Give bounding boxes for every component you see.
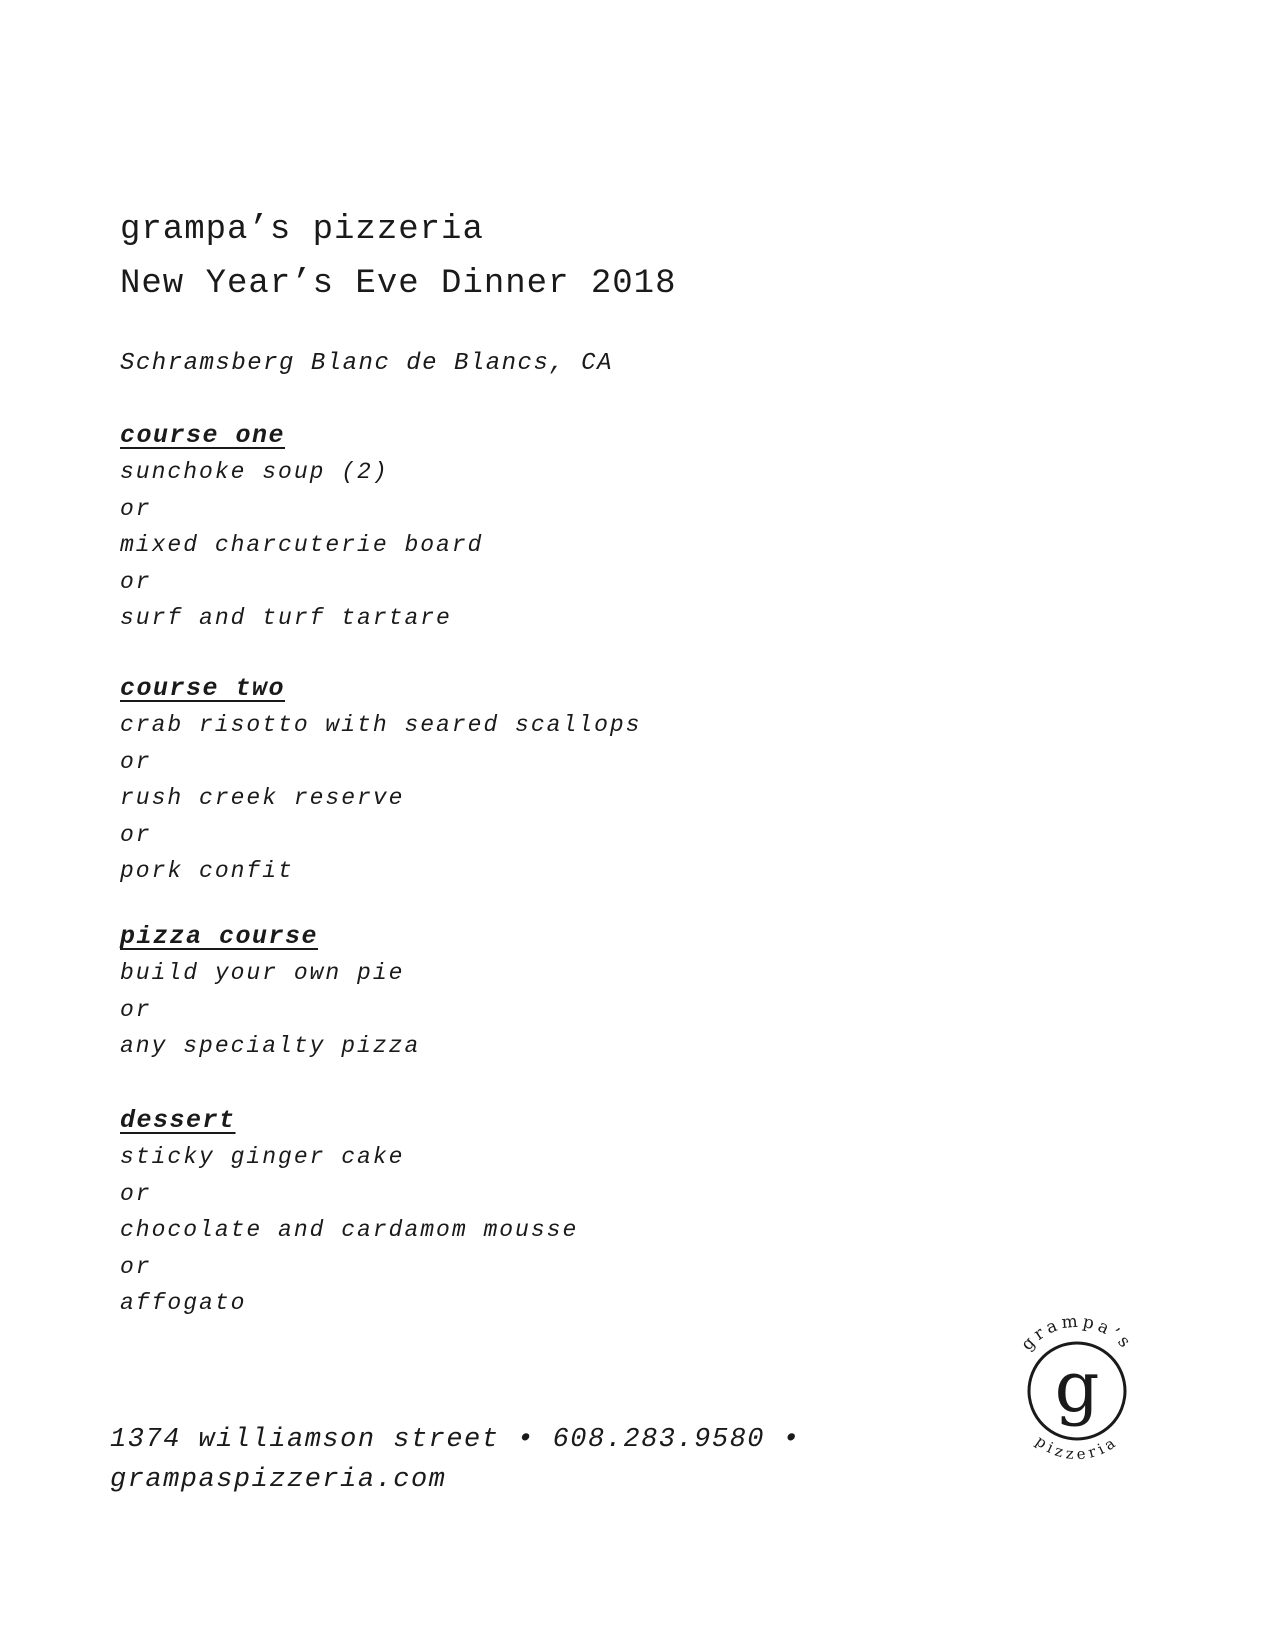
course-item: pork confit: [120, 858, 294, 884]
website: grampaspizzeria.com: [110, 1465, 447, 1495]
logo-top-text: grampa’s: [1017, 1311, 1137, 1355]
contact-footer: [110, 1420, 800, 1500]
pizza-course: [120, 919, 420, 1065]
wine-pairing: Schramsberg Blanc de Blancs, CA: [120, 350, 613, 377]
course-item: or: [120, 568, 152, 595]
logo-letter: g: [1054, 1346, 1100, 1428]
course-item: or: [120, 1253, 152, 1280]
grampas-logo: [995, 1295, 1155, 1475]
course-title: course one: [120, 421, 286, 450]
course-two: [120, 671, 641, 890]
course-title: course two: [120, 674, 286, 703]
restaurant-name: grampa’s pizzeria: [120, 211, 484, 249]
course-item: mixed charcuterie board: [120, 532, 484, 558]
logo-graphic: [995, 1295, 1155, 1475]
course-title: pizza course: [120, 922, 319, 951]
course-item: or: [120, 1180, 152, 1207]
menu-header: [120, 203, 677, 311]
course-title: dessert: [120, 1106, 236, 1135]
event-title: New Year’s Eve Dinner 2018: [120, 265, 677, 303]
course-one: [120, 418, 483, 637]
course-item: any specialty pizza: [120, 1033, 421, 1059]
course-item: rush creek reserve: [120, 785, 405, 811]
logo-bottom-text: pizzeria: [1032, 1431, 1122, 1464]
course-item: or: [120, 821, 152, 848]
course-item: sticky ginger cake: [120, 1144, 405, 1170]
course-item: or: [120, 748, 152, 775]
course-item: surf and turf tartare: [120, 605, 452, 631]
dessert-course: [120, 1103, 578, 1322]
address-phone: 1374 williamson street • 608.283.9580 •: [110, 1425, 801, 1455]
course-item: build your own pie: [120, 960, 405, 986]
course-item: or: [120, 996, 152, 1023]
course-item: sunchoke soup (2): [120, 459, 389, 485]
course-item: or: [120, 495, 152, 522]
course-item: crab risotto with seared scallops: [120, 712, 642, 738]
course-item: affogato: [120, 1290, 247, 1316]
course-item: chocolate and cardamom mousse: [120, 1217, 579, 1243]
